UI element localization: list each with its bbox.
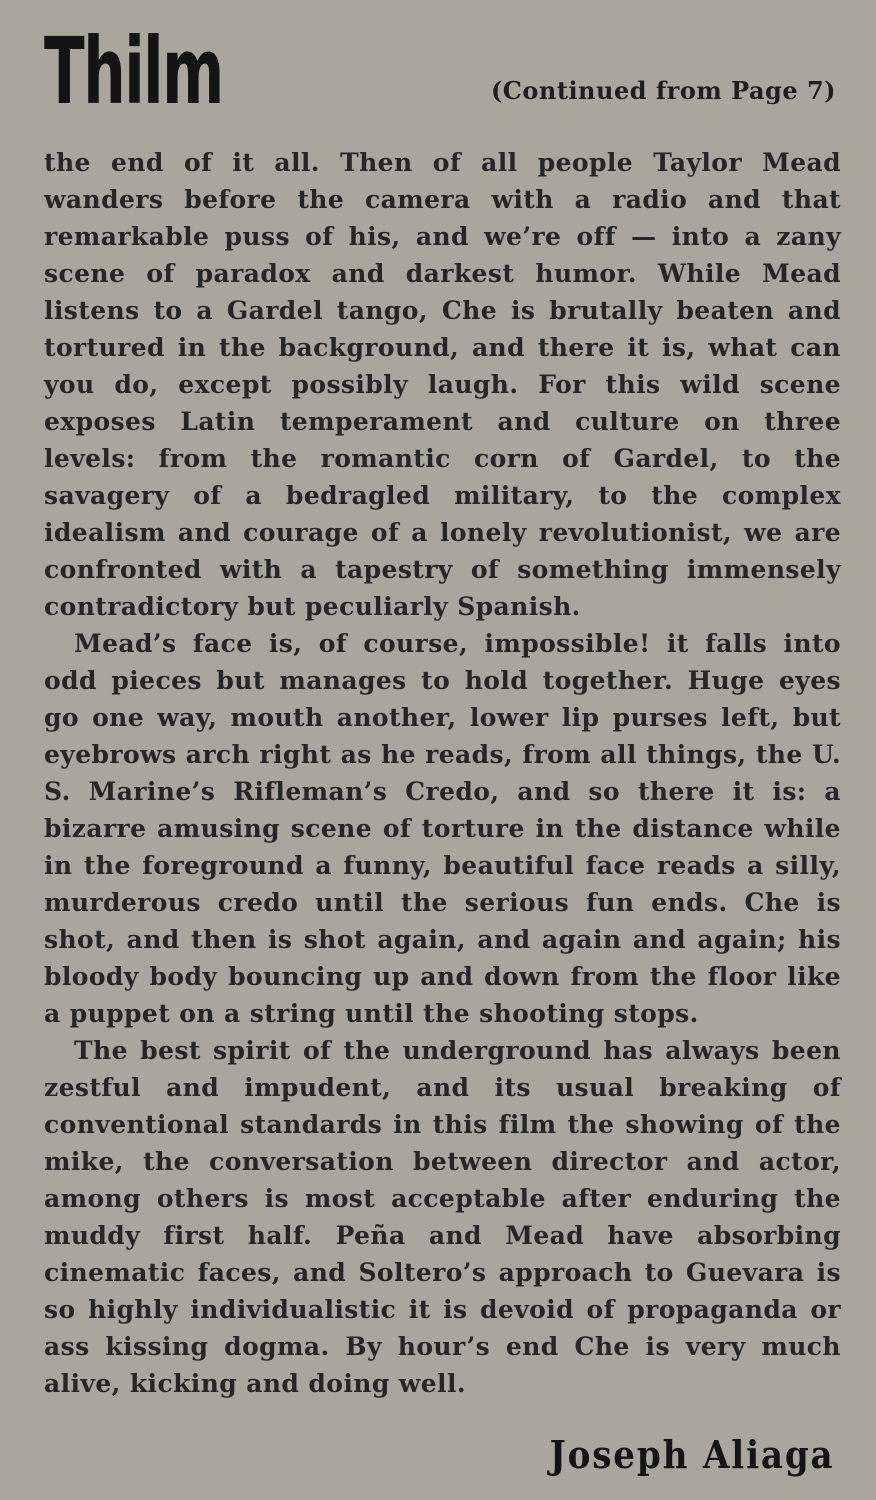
article-paragraph-3: The best spirit of the underground has always been zestful and impudent, and its usual breaking of conventional standards in this film the showing of the mike, the conversation between director and actor, among others is most acceptable after enduring the muddy first half. Peña and Mead have absorbing cinematic faces, and Soltero’s approach to Guevara is so highly individualistic it is devoid of propaganda or ass kissing dogma. By hour’s end Che is very much alive, kicking and doing well. xyxy=(44,1036,841,1398)
author-byline: Joseph Aliaga xyxy=(549,1432,834,1477)
article-paragraph-1: the end of it all. Then of all people Taylor Mead wanders before the camera with a radio and that remarkable puss of his, and we’re off — into a zany scene of paradox and darkest humor. While Mead listens to a Gardel tango, Che is brutally beaten and tortured in the background, and there it is, what can you do, except possibly laugh. For this wild scene exposes Latin temperament and culture on three levels: from the romantic corn of Gardel, to the savagery of a bedragled military, to the complex idealism and courage of a lonely revolutionist, we are confronted with a tapestry of something immensely contradictory but peculiarly Spanish. xyxy=(44,148,841,621)
article-body xyxy=(44,144,841,1402)
masthead-title: Thilm xyxy=(44,18,223,125)
continued-from-note: (Continued from Page 7) xyxy=(490,76,836,105)
article-paragraph-2: Mead’s face is, of course, impossible! it falls into odd pieces but manages to hold together. Huge eyes go one way, mouth another, lower lip purses left, but eyebrows arch right as he reads, from all things, the U. S. Marine’s Rifleman’s Credo, and so there it is: a bizarre amusing scene of torture in the distance while in the foreground a funny, beautiful face reads a silly, murderous credo until the serious fun ends. Che is shot, and then is shot again, and again and again; his bloody body bouncing up and down from the floor like a puppet on a string until the shooting stops. xyxy=(44,629,841,1028)
